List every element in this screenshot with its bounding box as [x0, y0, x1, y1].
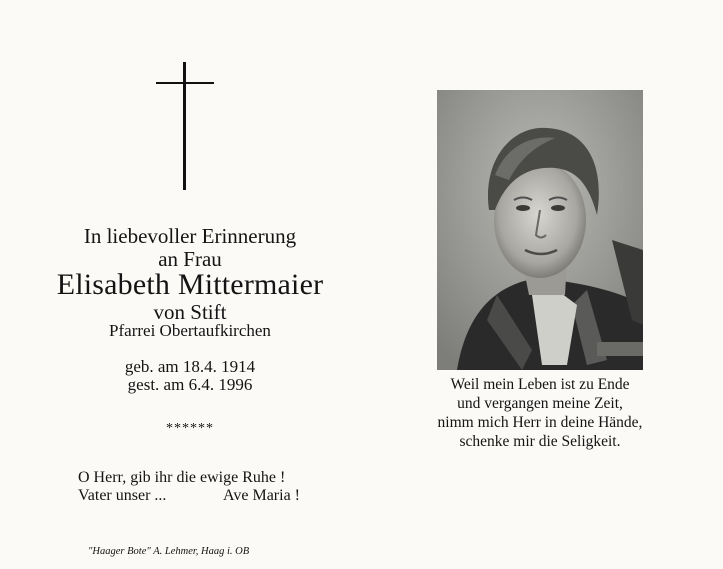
parish: Pfarrei Obertaufkirchen [109, 321, 271, 340]
prayer-line-2 [78, 487, 300, 505]
origin: von Stift [153, 300, 227, 324]
poem-line: nimm mich Herr in deine Hände, [437, 414, 643, 431]
prayer-line-2-right: Ave Maria ! [223, 487, 300, 504]
cross-icon [156, 62, 216, 190]
portrait-photo [437, 90, 643, 370]
poem-line: und vergangen meine Zeit, [457, 395, 623, 412]
birth-date: geb. am 18.4. 1914 [124, 357, 256, 376]
deceased-name: Elisabeth Mittermaier [56, 268, 324, 301]
death-date: gest. am 6.4. 1996 [127, 375, 253, 394]
memorial-heading: In liebevoller Erinnerung [83, 224, 297, 248]
salutation: an Frau [158, 247, 222, 271]
prayer-line-2-left: Vater unser ... [78, 487, 167, 504]
portrait-illustration [437, 90, 643, 370]
prayer-line-1: O Herr, gib ihr die ewige Ruhe ! [78, 469, 286, 486]
poem-line: schenke mir die Seligkeit. [459, 433, 621, 450]
printer-imprint: "Haager Bote" A. Lehmer, Haag i. OB [88, 546, 250, 557]
poem [420, 375, 660, 451]
poem-line: Weil mein Leben ist zu Ende [450, 376, 630, 393]
separator: ****** [166, 421, 214, 436]
prayer [78, 469, 300, 505]
